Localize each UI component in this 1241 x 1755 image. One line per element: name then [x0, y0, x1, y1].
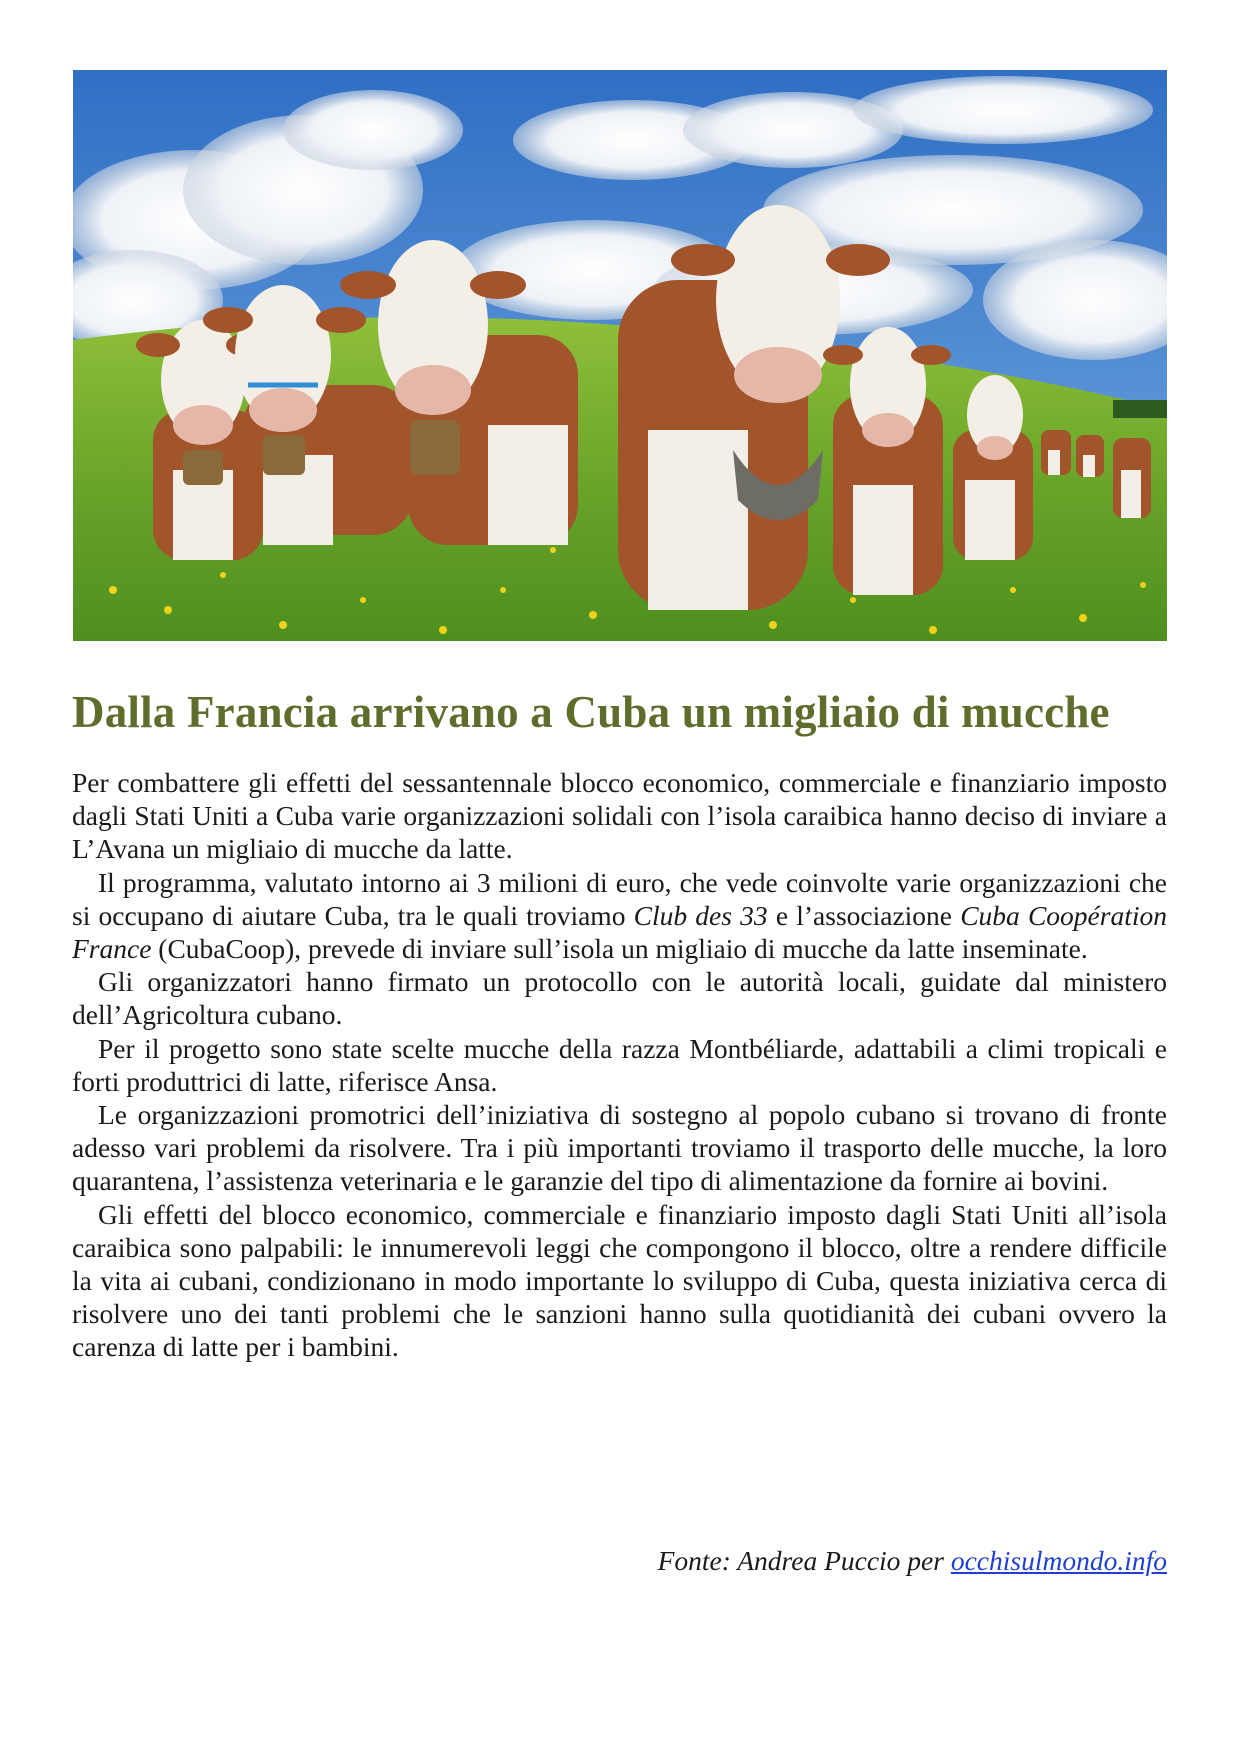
organization-cuba-cooperation-france: Cuba Coopération France [72, 899, 1167, 965]
paragraph-5: Le organizzazioni promotrici dell’iniziativa di sostegno al popolo cubano si trovano di fronte adesso vari problemi da risolvere. Tra i più importanti troviamo il trasporto delle mucche, la loro quarantena, l’assistenza veterinaria e le garanzie del tipo di alimentazione da fornire ai bovini. [72, 1099, 1167, 1197]
cows-in-meadow-image [73, 70, 1167, 641]
paragraph-4: Per il progetto sono state scelte mucche della razza Montbéliarde, adattabili a climi tropicali e forti produttrici di latte, riferisce Ansa. [72, 1032, 1167, 1097]
organization-club-des-33: Club des 33 [633, 899, 768, 931]
paragraph-3: Gli organizzatori hanno firmato un protocollo con le autorità locali, guidate dal ministero dell’Agricoltura cubano. [72, 966, 1167, 1031]
paragraph-2-middle: e l’associazione [767, 899, 961, 931]
paragraph-6: Gli effetti del blocco economico, commerciale e finanziario imposto dagli Stati Uniti all’isola caraibica sono palpabili: le innumerevoli leggi che compongono il blocco, oltre a rendere difficile la vita ai cubani, condizionano in modo importante lo sviluppo di Cuba, questa iniziativa cerca di risolvere uno dei tanti problemi che le sanzioni hanno sulla quotidianità dei cubani ovvero la carenza di latte per i bambini. [72, 1198, 1167, 1363]
hero-photo-cows [73, 70, 1167, 641]
article-body [72, 766, 1167, 1364]
source-link[interactable]: occhisulmondo.info [950, 1545, 1167, 1576]
paragraph-2-after: (CubaCoop), prevede di inviare sull’isola un migliaio di mucche da latte inseminate. [151, 933, 1088, 965]
source-prefix: Fonte: Andrea Puccio per [657, 1545, 951, 1576]
article-title: Dalla Francia arrivano a Cuba un migliaio di mucche [72, 687, 1110, 737]
paragraph-2-before: Il programma, valutato intorno ai 3 milioni di euro, che vede coinvolte varie organizzazioni che si occupano di aiutare Cuba, tra le quali troviamo [72, 866, 1167, 931]
paragraph-2 [72, 866, 1167, 966]
source-credit [658, 1545, 1167, 1577]
paragraph-1: Per combattere gli effetti del sessantennale blocco economico, commerciale e finanziario imposto dagli Stati Uniti a Cuba varie organizzazioni solidali con l’isola caraibica hanno deciso di inviare a L’Avana un migliaio di mucche da latte. [72, 767, 1167, 865]
